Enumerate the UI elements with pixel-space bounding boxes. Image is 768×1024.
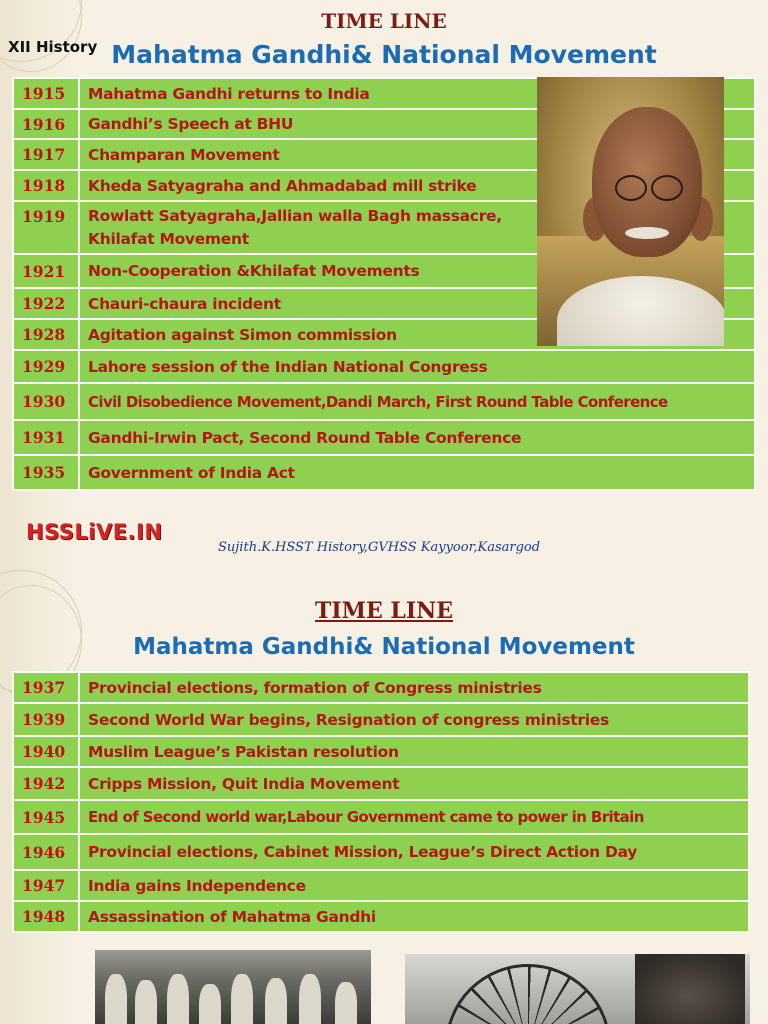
event-line: Rowlatt Satyagraha,Jallian walla Bagh massacre,: [88, 206, 502, 225]
photo-figure: [167, 974, 189, 1024]
photo-figure: [635, 954, 745, 1024]
event-cell: Gandhi-Irwin Pact, Second Round Table Conference: [79, 420, 755, 455]
table-row: [13, 870, 749, 901]
table-row: [13, 703, 749, 736]
event-cell: Non-Cooperation &Khilafat Movements: [79, 254, 755, 288]
year-cell: 1942: [13, 767, 79, 800]
year-cell: 1921: [13, 254, 79, 288]
event-cell: Agitation against Simon commission: [79, 319, 755, 350]
event-cell: Muslim League’s Pakistan resolution: [79, 736, 749, 767]
event-cell: Second World War begins, Resignation of congress ministries: [79, 703, 749, 736]
year-cell: 1930: [13, 383, 79, 420]
year-cell: 1922: [13, 288, 79, 319]
table-row: [13, 834, 749, 870]
event-cell: India gains Independence: [79, 870, 749, 901]
event-cell: Kheda Satyagraha and Ahmadabad mill strike: [79, 170, 755, 201]
year-cell: 1916: [13, 109, 79, 139]
table-row: [13, 455, 755, 490]
slide-2: [0, 580, 768, 1024]
year-cell: 1915: [13, 78, 79, 109]
timeline-heading: TIME LINE: [321, 9, 447, 33]
photo-figure: [105, 974, 127, 1024]
timeline-table: [12, 671, 750, 933]
timeline-heading: TIME LINE: [314, 598, 454, 624]
table-row: [13, 901, 749, 932]
photo-figure: [299, 974, 321, 1024]
event-cell: Cripps Mission, Quit India Movement: [79, 767, 749, 800]
photo-figure: [335, 982, 357, 1024]
portrait-glasses: [615, 175, 647, 201]
salt-march-photo: [95, 950, 371, 1024]
charkha-wheel: [445, 964, 611, 1024]
event-cell: Lahore session of the Indian National Congress: [79, 350, 755, 383]
hsslive-logo: HSSLiVE.IN: [26, 520, 163, 544]
event-cell: Gandhi’s Speech at BHU: [79, 109, 755, 139]
event-cell: Assassination of Mahatma Gandhi: [79, 901, 749, 932]
year-cell: 1917: [13, 139, 79, 170]
course-label: XII History: [8, 38, 98, 56]
year-cell: 1947: [13, 870, 79, 901]
event-cell: Provincial elections, Cabinet Mission, League’s Direct Action Day: [79, 834, 749, 870]
event-cell: Government of India Act: [79, 455, 755, 490]
event-cell: Provincial elections, formation of Congress ministries: [79, 672, 749, 703]
table-row: [13, 350, 755, 383]
event-cell: Chauri-chaura incident: [79, 288, 755, 319]
event-cell: Mahatma Gandhi returns to India: [79, 78, 755, 109]
year-cell: 1937: [13, 672, 79, 703]
page-title: Mahatma Gandhi& National Movement: [111, 40, 657, 69]
year-cell: 1948: [13, 901, 79, 932]
page-title: Mahatma Gandhi& National Movement: [133, 634, 635, 660]
year-cell: 1939: [13, 703, 79, 736]
table-row: [13, 420, 755, 455]
table-row: [13, 736, 749, 767]
photo-figure: [135, 980, 157, 1024]
portrait-mustache: [625, 227, 669, 239]
photo-figure: [265, 978, 287, 1024]
year-cell: 1935: [13, 455, 79, 490]
year-cell: 1919: [13, 201, 79, 254]
event-line: Khilafat Movement: [88, 229, 249, 248]
table-row: [13, 767, 749, 800]
event-cell: Champaran Movement: [79, 139, 755, 170]
photo-figure: [199, 984, 221, 1024]
author-credit: Sujith.K.HSST History,GVHSS Kayyoor,Kasargod: [218, 540, 541, 555]
year-cell: 1928: [13, 319, 79, 350]
year-cell: 1946: [13, 834, 79, 870]
year-cell: 1931: [13, 420, 79, 455]
event-cell: Civil Disobedience Movement,Dandi March, First Round Table Conference: [79, 383, 755, 420]
table-row: [13, 383, 755, 420]
event-cell: End of Second world war,Labour Government came to power in Britain: [79, 800, 749, 834]
gandhi-portrait-image: [537, 77, 724, 346]
table-row: [13, 672, 749, 703]
spinning-wheel-photo: [405, 954, 750, 1024]
portrait-glasses: [651, 175, 683, 201]
year-cell: 1918: [13, 170, 79, 201]
year-cell: 1929: [13, 350, 79, 383]
table-row: [13, 800, 749, 834]
year-cell: 1940: [13, 736, 79, 767]
year-cell: 1945: [13, 800, 79, 834]
photo-figure: [231, 974, 253, 1024]
